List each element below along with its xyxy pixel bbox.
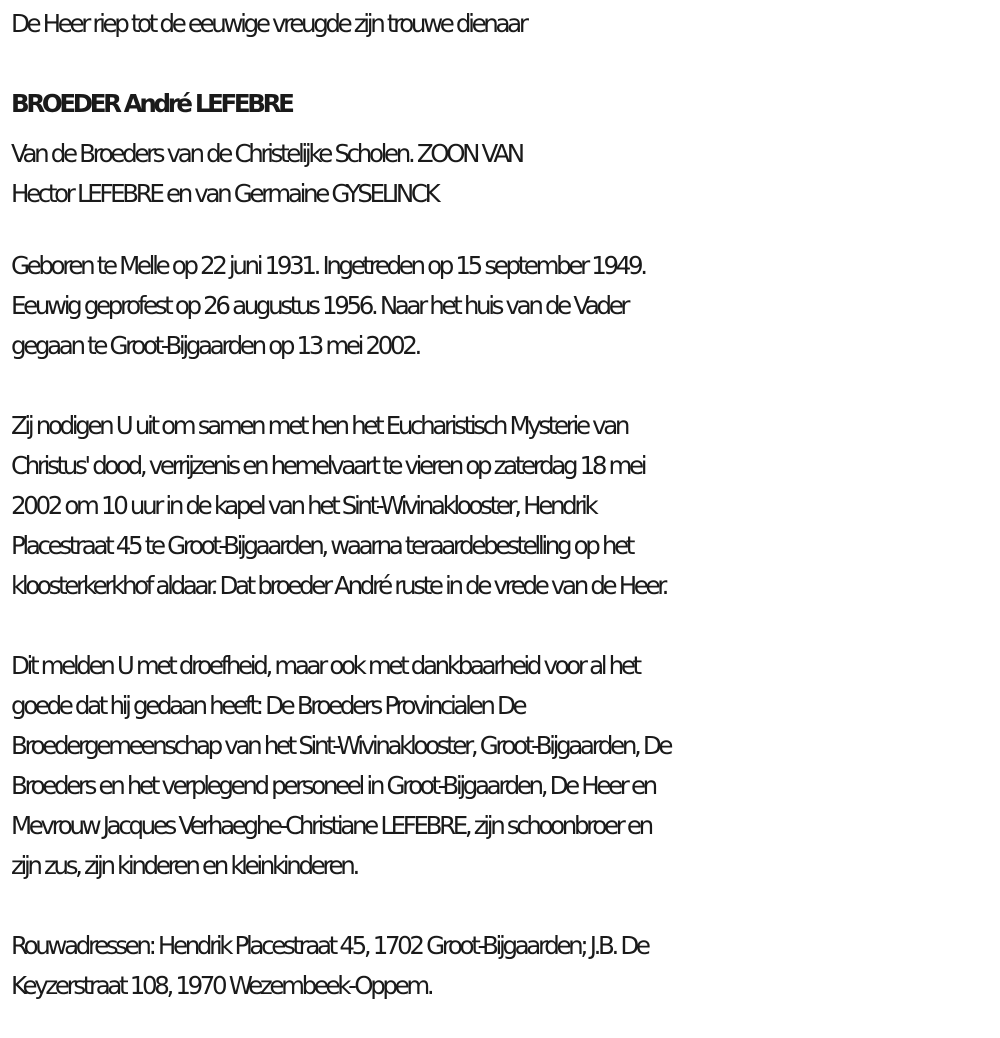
announcement-paragraph: [11, 646, 996, 886]
biography-paragraph: [11, 246, 996, 366]
biography-line: Eeuwig geprofest op 26 augustus 1956. Naar het huis van de Vader: [11, 291, 628, 320]
invitation-line: Christus' dood, verrijzenis en hemelvaart te vieren op zaterdag 18 mei: [11, 451, 645, 480]
parentage-line: Van de Broeders van de Christelijke Scholen. ZOON VAN: [11, 139, 522, 168]
announcement-line: zijn zus, zijn kinderen en kleinkinderen.: [11, 851, 357, 880]
invitation-line: Placestraat 45 te Groot-Bijgaarden, waarna teraardebestelling op het: [11, 531, 633, 560]
parentage-line: Hector LEFEBRE en van Germaine GYSELINCK: [11, 179, 438, 208]
invitation-paragraph: [11, 406, 996, 606]
address-line: Rouwadressen: Hendrik Placestraat 45, 1702 Groot-Bijgaarden; J.B. De: [11, 931, 648, 960]
intro-line: De Heer riep tot de eeuwige vreugde zijn trouwe dienaar: [11, 9, 526, 38]
announcement-line: Mevrouw Jacques Verhaeghe-Christiane LEFEBRE, zijn schoonbroer en: [11, 811, 651, 840]
biography-line: Geboren te Melle op 22 juni 1931. Ingetreden op 15 september 1949.: [11, 251, 645, 280]
invitation-line: Zij nodigen U uit om samen met hen het Eucharistisch Mysterie van: [11, 411, 628, 440]
deceased-name: BROEDER André LEFEBRE: [11, 89, 292, 118]
invitation-line: kloosterkerkhof aldaar. Dat broeder André ruste in de vrede van de Heer.: [11, 571, 667, 600]
announcement-line: Broeders en het verplegend personeel in Groot-Bijgaarden, De Heer en: [11, 771, 655, 800]
address-line: Keyzerstraat 108, 1970 Wezembeek-Oppem.: [11, 971, 432, 1000]
biography-line: gegaan te Groot-Bijgaarden op 13 mei 2002.: [11, 331, 419, 360]
announcement-line: Dit melden U met droefheid, maar ook met dankbaarheid voor al het: [11, 651, 639, 680]
addresses-paragraph: [11, 926, 996, 1006]
announcement-line: Broedergemeenschap van het Sint-Wivinaklooster, Groot-Bijgaarden, De: [11, 731, 671, 760]
invitation-line: 2002 om 10 uur in de kapel van het Sint-Wivinaklooster, Hendrik: [11, 491, 596, 520]
announcement-line: goede dat hij gedaan heeft: De Broeders Provincialen De: [11, 691, 525, 720]
